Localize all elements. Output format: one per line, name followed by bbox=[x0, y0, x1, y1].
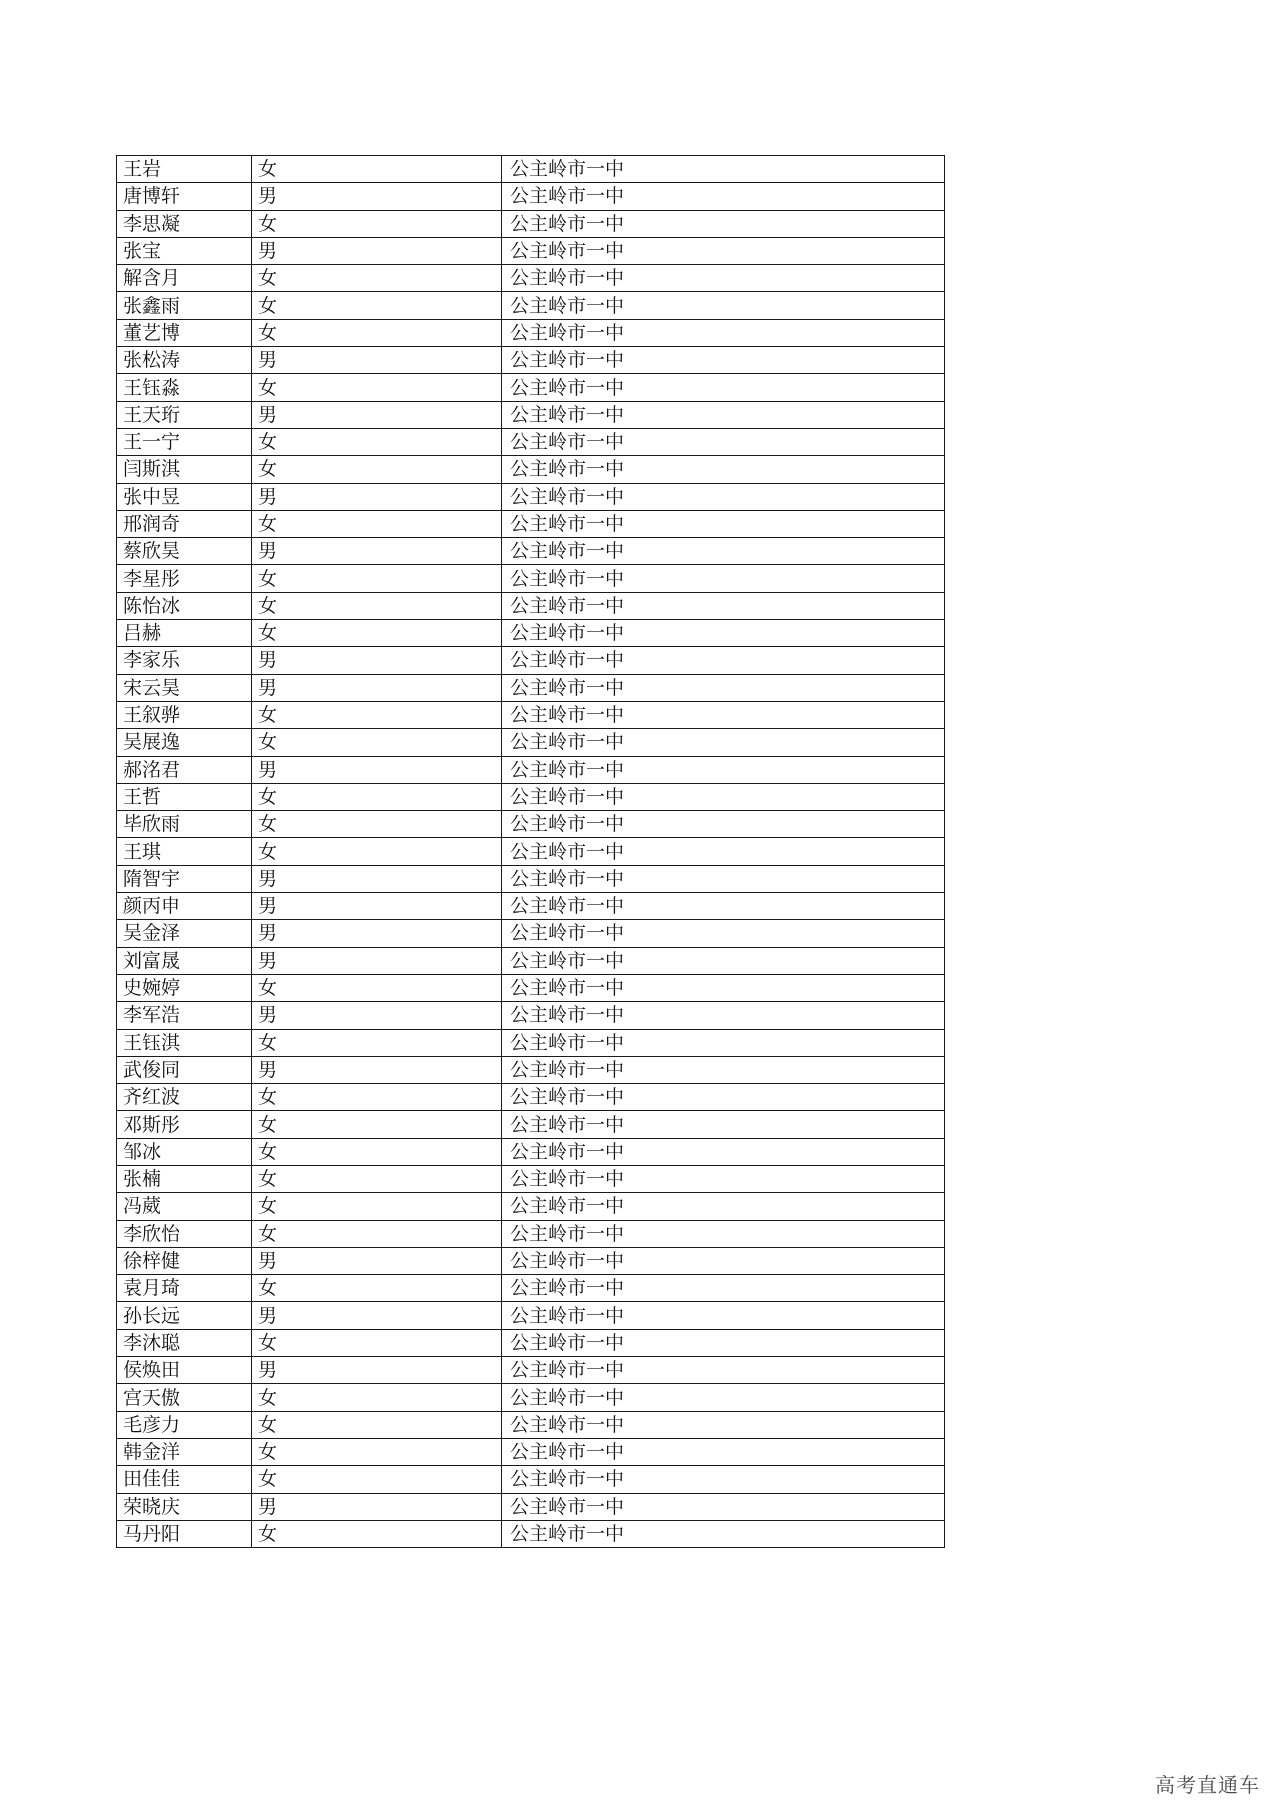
student-name-cell: 齐红波 bbox=[117, 1084, 252, 1111]
table-row bbox=[117, 1220, 945, 1247]
student-name-cell: 王岩 bbox=[117, 156, 252, 183]
table-row bbox=[117, 729, 945, 756]
student-name-cell: 侯焕田 bbox=[117, 1357, 252, 1384]
school-cell: 公主岭市一中 bbox=[502, 456, 945, 483]
gender-cell: 女 bbox=[252, 1165, 502, 1192]
student-name-cell: 王钰淼 bbox=[117, 374, 252, 401]
school-cell: 公主岭市一中 bbox=[502, 1138, 945, 1165]
school-cell: 公主岭市一中 bbox=[502, 1302, 945, 1329]
student-roster-table bbox=[116, 155, 945, 1548]
table-row bbox=[117, 265, 945, 292]
student-name-cell: 张松涛 bbox=[117, 347, 252, 374]
table-row bbox=[117, 783, 945, 810]
table-row bbox=[117, 237, 945, 264]
school-cell: 公主岭市一中 bbox=[502, 756, 945, 783]
gender-cell: 女 bbox=[252, 1138, 502, 1165]
gender-cell: 男 bbox=[252, 674, 502, 701]
gender-cell: 女 bbox=[252, 265, 502, 292]
gender-cell: 女 bbox=[252, 292, 502, 319]
school-cell: 公主岭市一中 bbox=[502, 1002, 945, 1029]
table-row bbox=[117, 1247, 945, 1274]
gender-cell: 女 bbox=[252, 1193, 502, 1220]
student-name-cell: 李沐聪 bbox=[117, 1329, 252, 1356]
school-cell: 公主岭市一中 bbox=[502, 428, 945, 455]
student-name-cell: 李思凝 bbox=[117, 210, 252, 237]
table-row bbox=[117, 811, 945, 838]
student-name-cell: 毛彦力 bbox=[117, 1411, 252, 1438]
table-row bbox=[117, 838, 945, 865]
gender-cell: 女 bbox=[252, 156, 502, 183]
gender-cell: 女 bbox=[252, 620, 502, 647]
table-row bbox=[117, 674, 945, 701]
gender-cell: 女 bbox=[252, 210, 502, 237]
gender-cell: 女 bbox=[252, 1084, 502, 1111]
school-cell: 公主岭市一中 bbox=[502, 838, 945, 865]
gender-cell: 女 bbox=[252, 456, 502, 483]
table-row bbox=[117, 1411, 945, 1438]
student-name-cell: 马丹阳 bbox=[117, 1520, 252, 1547]
student-name-cell: 张楠 bbox=[117, 1165, 252, 1192]
table-row bbox=[117, 865, 945, 892]
school-cell: 公主岭市一中 bbox=[502, 1357, 945, 1384]
student-name-cell: 袁月琦 bbox=[117, 1275, 252, 1302]
school-cell: 公主岭市一中 bbox=[502, 156, 945, 183]
gender-cell: 男 bbox=[252, 183, 502, 210]
school-cell: 公主岭市一中 bbox=[502, 1384, 945, 1411]
school-cell: 公主岭市一中 bbox=[502, 265, 945, 292]
gender-cell: 女 bbox=[252, 1411, 502, 1438]
table-row bbox=[117, 1384, 945, 1411]
gender-cell: 女 bbox=[252, 783, 502, 810]
gender-cell: 男 bbox=[252, 401, 502, 428]
school-cell: 公主岭市一中 bbox=[502, 565, 945, 592]
student-name-cell: 董艺博 bbox=[117, 319, 252, 346]
school-cell: 公主岭市一中 bbox=[502, 1466, 945, 1493]
gender-cell: 男 bbox=[252, 1493, 502, 1520]
table-row bbox=[117, 1029, 945, 1056]
student-name-cell: 毕欣雨 bbox=[117, 811, 252, 838]
student-name-cell: 荣晓庆 bbox=[117, 1493, 252, 1520]
table-row bbox=[117, 319, 945, 346]
school-cell: 公主岭市一中 bbox=[502, 1165, 945, 1192]
gender-cell: 男 bbox=[252, 756, 502, 783]
student-name-cell: 韩金洋 bbox=[117, 1438, 252, 1465]
table-row bbox=[117, 1002, 945, 1029]
table-row bbox=[117, 893, 945, 920]
school-cell: 公主岭市一中 bbox=[502, 1411, 945, 1438]
school-cell: 公主岭市一中 bbox=[502, 1029, 945, 1056]
student-name-cell: 蔡欣昊 bbox=[117, 538, 252, 565]
table-row bbox=[117, 756, 945, 783]
table-row bbox=[117, 647, 945, 674]
gender-cell: 女 bbox=[252, 565, 502, 592]
school-cell: 公主岭市一中 bbox=[502, 729, 945, 756]
student-name-cell: 冯葳 bbox=[117, 1193, 252, 1220]
table-row bbox=[117, 401, 945, 428]
student-name-cell: 陈怡冰 bbox=[117, 592, 252, 619]
table-row bbox=[117, 428, 945, 455]
table-row bbox=[117, 538, 945, 565]
gender-cell: 女 bbox=[252, 1111, 502, 1138]
student-name-cell: 李星彤 bbox=[117, 565, 252, 592]
table-row bbox=[117, 1138, 945, 1165]
school-cell: 公主岭市一中 bbox=[502, 1247, 945, 1274]
school-cell: 公主岭市一中 bbox=[502, 920, 945, 947]
school-cell: 公主岭市一中 bbox=[502, 1520, 945, 1547]
school-cell: 公主岭市一中 bbox=[502, 1493, 945, 1520]
table-row bbox=[117, 620, 945, 647]
table-row bbox=[117, 1357, 945, 1384]
student-name-cell: 邓斯彤 bbox=[117, 1111, 252, 1138]
roster-body bbox=[117, 156, 945, 1548]
student-name-cell: 颜丙申 bbox=[117, 893, 252, 920]
school-cell: 公主岭市一中 bbox=[502, 319, 945, 346]
student-name-cell: 张宝 bbox=[117, 237, 252, 264]
gender-cell: 女 bbox=[252, 1029, 502, 1056]
school-cell: 公主岭市一中 bbox=[502, 701, 945, 728]
gender-cell: 男 bbox=[252, 1302, 502, 1329]
gender-cell: 男 bbox=[252, 1002, 502, 1029]
student-name-cell: 田佳佳 bbox=[117, 1466, 252, 1493]
table-row bbox=[117, 1520, 945, 1547]
school-cell: 公主岭市一中 bbox=[502, 893, 945, 920]
school-cell: 公主岭市一中 bbox=[502, 1329, 945, 1356]
student-name-cell: 吴金泽 bbox=[117, 920, 252, 947]
gender-cell: 女 bbox=[252, 974, 502, 1001]
gender-cell: 女 bbox=[252, 319, 502, 346]
gender-cell: 女 bbox=[252, 374, 502, 401]
table-row bbox=[117, 183, 945, 210]
table-row bbox=[117, 483, 945, 510]
gender-cell: 男 bbox=[252, 647, 502, 674]
table-row bbox=[117, 1493, 945, 1520]
student-name-cell: 吴展逸 bbox=[117, 729, 252, 756]
table-row bbox=[117, 974, 945, 1001]
gender-cell: 女 bbox=[252, 1220, 502, 1247]
student-name-cell: 吕赫 bbox=[117, 620, 252, 647]
school-cell: 公主岭市一中 bbox=[502, 1193, 945, 1220]
gender-cell: 女 bbox=[252, 428, 502, 455]
gender-cell: 男 bbox=[252, 1056, 502, 1083]
table-row bbox=[117, 156, 945, 183]
table-row bbox=[117, 592, 945, 619]
table-row bbox=[117, 1466, 945, 1493]
table-row bbox=[117, 1302, 945, 1329]
student-name-cell: 王琪 bbox=[117, 838, 252, 865]
student-name-cell: 王天珩 bbox=[117, 401, 252, 428]
table-row bbox=[117, 1056, 945, 1083]
gender-cell: 女 bbox=[252, 1466, 502, 1493]
school-cell: 公主岭市一中 bbox=[502, 974, 945, 1001]
school-cell: 公主岭市一中 bbox=[502, 292, 945, 319]
student-name-cell: 郝洺君 bbox=[117, 756, 252, 783]
table-row bbox=[117, 947, 945, 974]
student-name-cell: 王叙骅 bbox=[117, 701, 252, 728]
gender-cell: 男 bbox=[252, 1357, 502, 1384]
school-cell: 公主岭市一中 bbox=[502, 592, 945, 619]
student-name-cell: 张鑫雨 bbox=[117, 292, 252, 319]
table-row bbox=[117, 1084, 945, 1111]
school-cell: 公主岭市一中 bbox=[502, 1111, 945, 1138]
school-cell: 公主岭市一中 bbox=[502, 401, 945, 428]
school-cell: 公主岭市一中 bbox=[502, 811, 945, 838]
gender-cell: 女 bbox=[252, 701, 502, 728]
school-cell: 公主岭市一中 bbox=[502, 1438, 945, 1465]
gender-cell: 男 bbox=[252, 947, 502, 974]
student-name-cell: 宋云昊 bbox=[117, 674, 252, 701]
school-cell: 公主岭市一中 bbox=[502, 865, 945, 892]
student-name-cell: 王钰淇 bbox=[117, 1029, 252, 1056]
table-row bbox=[117, 701, 945, 728]
gender-cell: 男 bbox=[252, 483, 502, 510]
gender-cell: 女 bbox=[252, 510, 502, 537]
school-cell: 公主岭市一中 bbox=[502, 1220, 945, 1247]
gender-cell: 男 bbox=[252, 538, 502, 565]
table-row bbox=[117, 347, 945, 374]
school-cell: 公主岭市一中 bbox=[502, 538, 945, 565]
student-name-cell: 唐博轩 bbox=[117, 183, 252, 210]
student-name-cell: 李欣怡 bbox=[117, 1220, 252, 1247]
school-cell: 公主岭市一中 bbox=[502, 1084, 945, 1111]
school-cell: 公主岭市一中 bbox=[502, 1056, 945, 1083]
student-name-cell: 宫天傲 bbox=[117, 1384, 252, 1411]
gender-cell: 女 bbox=[252, 1275, 502, 1302]
school-cell: 公主岭市一中 bbox=[502, 210, 945, 237]
gender-cell: 男 bbox=[252, 893, 502, 920]
table-row bbox=[117, 456, 945, 483]
table-row bbox=[117, 1111, 945, 1138]
school-cell: 公主岭市一中 bbox=[502, 183, 945, 210]
table-row bbox=[117, 565, 945, 592]
student-name-cell: 邹冰 bbox=[117, 1138, 252, 1165]
gender-cell: 男 bbox=[252, 237, 502, 264]
school-cell: 公主岭市一中 bbox=[502, 620, 945, 647]
student-name-cell: 王一宁 bbox=[117, 428, 252, 455]
gender-cell: 女 bbox=[252, 1329, 502, 1356]
student-name-cell: 邢润奇 bbox=[117, 510, 252, 537]
gender-cell: 男 bbox=[252, 347, 502, 374]
table-row bbox=[117, 1165, 945, 1192]
student-name-cell: 武俊同 bbox=[117, 1056, 252, 1083]
student-name-cell: 闫斯淇 bbox=[117, 456, 252, 483]
school-cell: 公主岭市一中 bbox=[502, 783, 945, 810]
table-row bbox=[117, 292, 945, 319]
gender-cell: 女 bbox=[252, 811, 502, 838]
gender-cell: 男 bbox=[252, 865, 502, 892]
school-cell: 公主岭市一中 bbox=[502, 674, 945, 701]
gender-cell: 女 bbox=[252, 1384, 502, 1411]
school-cell: 公主岭市一中 bbox=[502, 510, 945, 537]
table-row bbox=[117, 1193, 945, 1220]
student-name-cell: 徐梓健 bbox=[117, 1247, 252, 1274]
student-name-cell: 史婉婷 bbox=[117, 974, 252, 1001]
student-name-cell: 王哲 bbox=[117, 783, 252, 810]
school-cell: 公主岭市一中 bbox=[502, 237, 945, 264]
student-name-cell: 李家乐 bbox=[117, 647, 252, 674]
site-watermark: 高考直通车 bbox=[1155, 1773, 1260, 1797]
student-name-cell: 隋智宇 bbox=[117, 865, 252, 892]
student-name-cell: 刘富晟 bbox=[117, 947, 252, 974]
gender-cell: 女 bbox=[252, 1520, 502, 1547]
student-name-cell: 张中昱 bbox=[117, 483, 252, 510]
school-cell: 公主岭市一中 bbox=[502, 1275, 945, 1302]
student-name-cell: 李军浩 bbox=[117, 1002, 252, 1029]
school-cell: 公主岭市一中 bbox=[502, 347, 945, 374]
table-row bbox=[117, 1275, 945, 1302]
gender-cell: 男 bbox=[252, 1247, 502, 1274]
gender-cell: 女 bbox=[252, 592, 502, 619]
table-row bbox=[117, 510, 945, 537]
student-name-cell: 孙长远 bbox=[117, 1302, 252, 1329]
table-row bbox=[117, 1438, 945, 1465]
student-name-cell: 解含月 bbox=[117, 265, 252, 292]
gender-cell: 男 bbox=[252, 920, 502, 947]
table-row bbox=[117, 210, 945, 237]
school-cell: 公主岭市一中 bbox=[502, 483, 945, 510]
school-cell: 公主岭市一中 bbox=[502, 647, 945, 674]
table-row bbox=[117, 374, 945, 401]
table-row bbox=[117, 1329, 945, 1356]
school-cell: 公主岭市一中 bbox=[502, 374, 945, 401]
gender-cell: 女 bbox=[252, 1438, 502, 1465]
table-row bbox=[117, 920, 945, 947]
gender-cell: 女 bbox=[252, 838, 502, 865]
gender-cell: 女 bbox=[252, 729, 502, 756]
school-cell: 公主岭市一中 bbox=[502, 947, 945, 974]
